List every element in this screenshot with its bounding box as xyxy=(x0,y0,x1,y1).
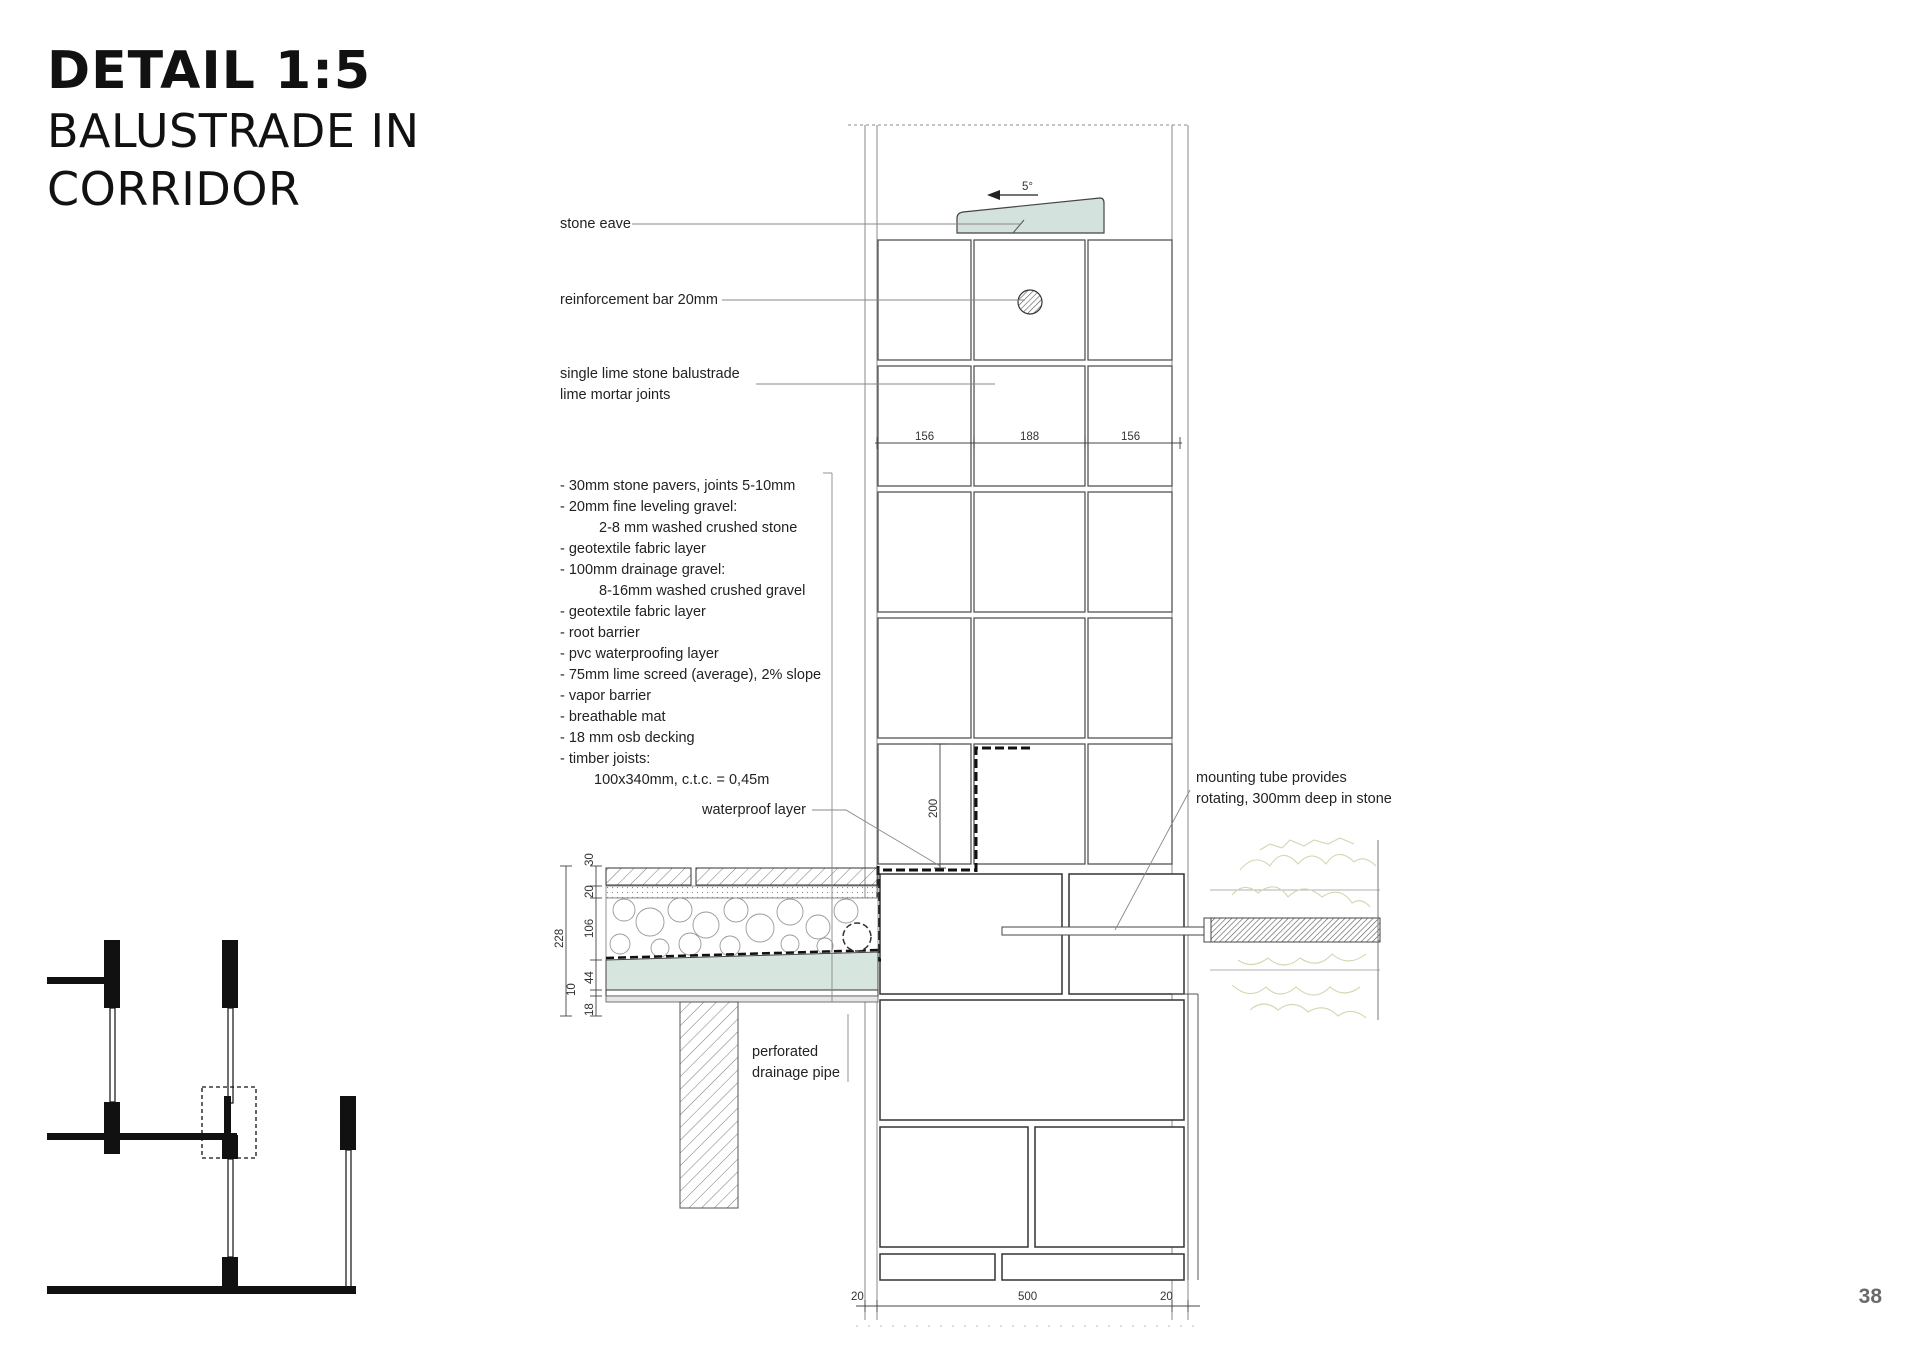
page-number: 38 xyxy=(1858,1285,1882,1308)
dim-stack-30: 30 xyxy=(584,853,596,866)
dim-stack-106: 106 xyxy=(584,918,596,938)
floor-buildup xyxy=(606,868,878,1208)
label-stone-eave: stone eave xyxy=(560,216,631,232)
dim-stack-10: 10 xyxy=(566,983,578,996)
layer-item: - vapor barrier xyxy=(560,688,652,704)
layer-item: - breathable mat xyxy=(560,709,666,725)
dim-upstand: 200 xyxy=(928,798,940,818)
dim-stack-44: 44 xyxy=(584,971,596,984)
label-drainage-line-2: drainage pipe xyxy=(752,1065,840,1081)
layer-item: 100x340mm, c.t.c. = 0,45m xyxy=(594,772,770,788)
dim-bottom-right: 20 xyxy=(1160,1291,1173,1303)
reinforcement-bar xyxy=(1018,290,1042,314)
dim-stack-18: 18 xyxy=(584,1003,596,1016)
dim-bottom-mid: 500 xyxy=(1018,1291,1038,1303)
layer-item: - timber joists: xyxy=(560,751,651,767)
layer-item: 2-8 mm washed crushed stone xyxy=(599,520,798,536)
key-plan xyxy=(47,940,356,1294)
dim-top-mid: 188 xyxy=(1020,431,1040,443)
label-reinforcement-bar: reinforcement bar 20mm xyxy=(560,292,718,308)
layer-item: - 30mm stone pavers, joints 5-10mm xyxy=(560,478,796,494)
layer-item: - 100mm drainage gravel: xyxy=(560,562,726,578)
label-drainage-line-1: perforated xyxy=(752,1044,819,1060)
layer-item: - geotextile fabric layer xyxy=(560,541,706,557)
label-waterproof-layer: waterproof layer xyxy=(702,802,806,818)
layer-item: - root barrier xyxy=(560,625,640,641)
dim-bottom-left: 20 xyxy=(851,1291,864,1303)
page-title: DETAIL 1:5 xyxy=(47,41,372,101)
layer-list xyxy=(560,478,821,788)
layer-item: - pvc waterproofing layer xyxy=(560,646,719,662)
dim-top-right: 156 xyxy=(1121,431,1141,443)
page-subtitle-line-2: CORRIDOR xyxy=(47,162,301,216)
layer-item: - 75mm lime screed (average), 2% slope xyxy=(560,667,822,683)
layer-item: - geotextile fabric layer xyxy=(560,604,706,620)
layer-item: 8-16mm washed crushed gravel xyxy=(599,583,806,599)
page-subtitle-line-1: BALUSTRADE IN xyxy=(47,104,420,158)
stone-eave xyxy=(957,198,1104,233)
label-mounting-line-2: rotating, 300mm deep in stone xyxy=(1196,791,1392,807)
dim-stack-total: 228 xyxy=(554,928,566,948)
label-balustrade-line-1: single lime stone balustrade xyxy=(560,366,740,382)
dim-top-left: 156 xyxy=(915,431,935,443)
slope-label: 5° xyxy=(1022,181,1033,193)
stone-blocks xyxy=(878,240,1172,864)
dim-stack-20: 20 xyxy=(584,885,596,898)
label-mounting-line-1: mounting tube provides xyxy=(1196,770,1347,786)
layer-item: - 18 mm osb decking xyxy=(560,730,695,746)
label-balustrade-line-2: lime mortar joints xyxy=(560,387,671,403)
layer-item: - 20mm fine leveling gravel: xyxy=(560,499,738,515)
